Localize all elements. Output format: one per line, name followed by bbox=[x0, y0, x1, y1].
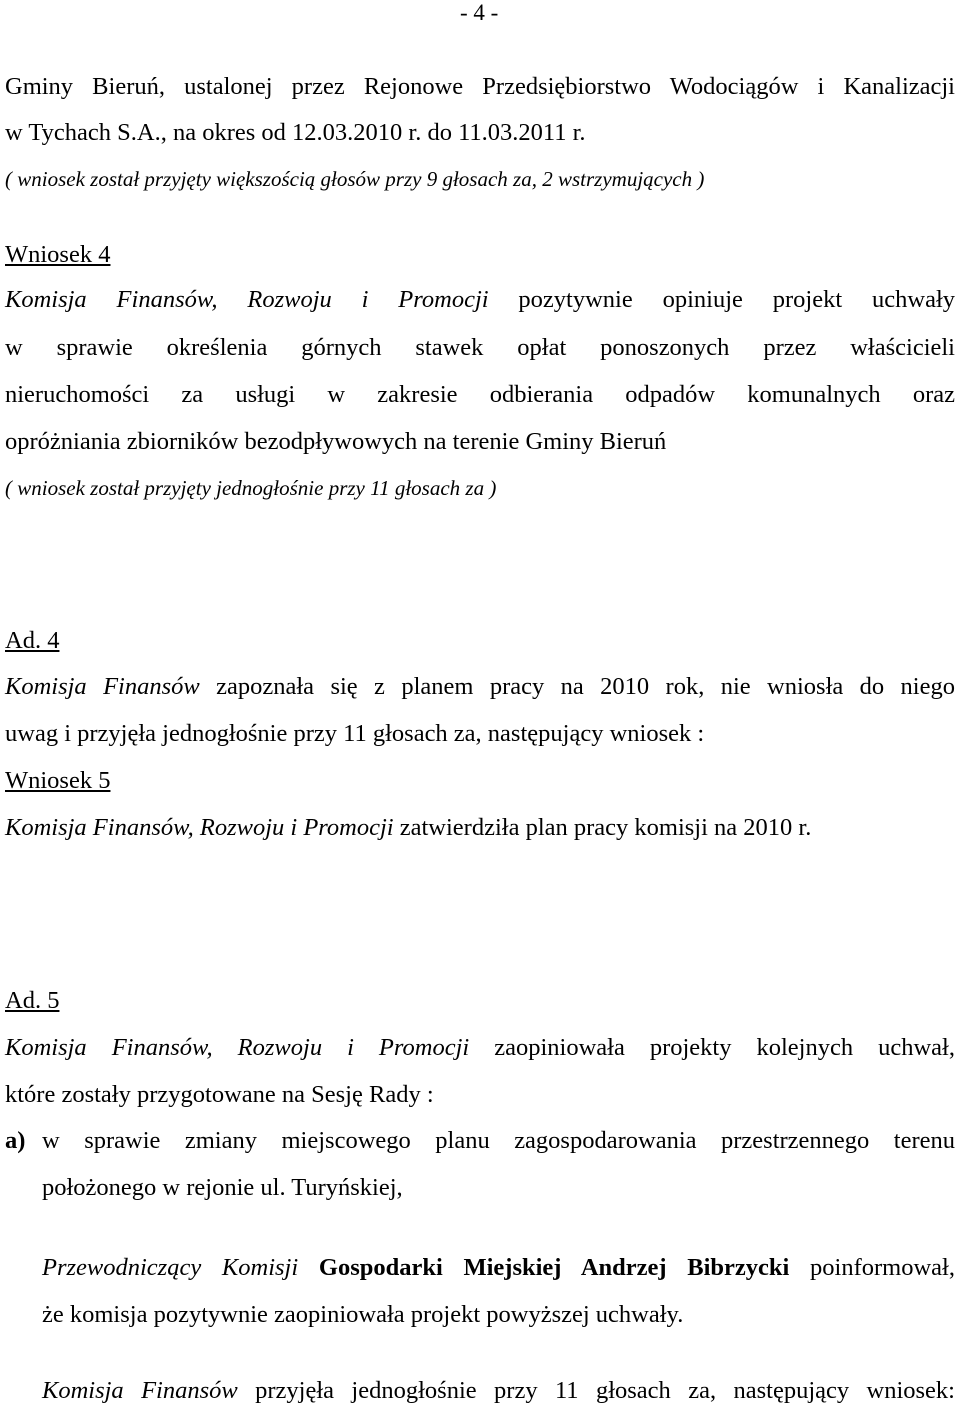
chair-line-1 bbox=[42, 1253, 955, 1283]
chair-line-1-text: poinformował, bbox=[789, 1254, 955, 1281]
wniosek-5-text: zatwierdziła plan pracy komisji na 2010 r. bbox=[393, 814, 812, 841]
intro-line-2: w Tychach S.A., na okres od 12.03.2010 r. do 11.03.2011 r. bbox=[5, 119, 586, 146]
commission-name: Komisja Finansów bbox=[42, 1377, 238, 1404]
ad-5-heading: Ad. 5 bbox=[5, 987, 60, 1014]
ad-4-line-1-text: zapoznała się z planem pracy na 2010 rok, nie wniosła do niego bbox=[199, 673, 955, 700]
wniosek-4-line-1-text: pozytywnie opiniuje projekt uchwały bbox=[488, 286, 955, 313]
ad-4-line-2: uwag i przyjęła jednogłośnie przy 11 głosach za, następujący wniosek : bbox=[5, 720, 705, 747]
wniosek-5-heading: Wniosek 5 bbox=[5, 767, 111, 794]
wniosek-4-line-3: nieruchomości za usługi w zakresie odbierania odpadów komunalnych oraz bbox=[5, 381, 955, 408]
ad-4-heading: Ad. 4 bbox=[5, 627, 60, 654]
wniosek-4-line-1 bbox=[5, 285, 955, 315]
commission-name: Komisja Finansów, Rozwoju i Promocji bbox=[5, 286, 489, 313]
wniosek-4-heading: Wniosek 4 bbox=[5, 241, 111, 268]
page-number: - 4 - bbox=[460, 0, 499, 25]
ad-5-line-1 bbox=[5, 1033, 955, 1063]
final-line-text: przyjęła jednogłośnie przy 11 głosach za, następujący wniosek: bbox=[237, 1377, 955, 1404]
item-a-line-2: położonego w rejonie ul. Turyńskiej, bbox=[42, 1174, 403, 1201]
wniosek-5-line bbox=[5, 813, 955, 843]
wniosek-4-note: ( wniosek został przyjęty jednogłośnie przy 11 głosach za ) bbox=[5, 476, 497, 500]
wniosek-4-line-4: opróżniania zbiorników bezodpływowych na terenie Gminy Bieruń bbox=[5, 428, 667, 455]
intro-line-1: Gminy Bieruń, ustalonej przez Rejonowe Przedsiębiorstwo Wodociągów i Kanalizacji bbox=[5, 73, 955, 100]
commission-name: Komisja Finansów bbox=[5, 673, 200, 700]
item-a-line-1: w sprawie zmiany miejscowego planu zagospodarowania przestrzennego terenu bbox=[42, 1127, 955, 1154]
ad-4-line-1 bbox=[5, 672, 955, 702]
commission-name: Komisja Finansów, Rozwoju i Promocji bbox=[5, 814, 394, 841]
item-a-marker: a) bbox=[5, 1127, 26, 1154]
ad-5-line-2: które zostały przygotowane na Sesję Rady : bbox=[5, 1081, 434, 1108]
wniosek-4-line-2: w sprawie określenia górnych stawek opłat ponoszonych przez właścicieli bbox=[5, 334, 955, 361]
final-line bbox=[42, 1376, 955, 1406]
ad-5-line-1-text: zaopiniowała projekty kolejnych uchwał, bbox=[469, 1034, 955, 1061]
intro-note: ( wniosek został przyjęty większością głosów przy 9 głosach za, 2 wstrzymujących ) bbox=[5, 167, 705, 191]
chair-line-2: że komisja pozytywnie zaopiniowała projekt powyższej uchwały. bbox=[42, 1301, 684, 1328]
chair-title: Przewodniczący Komisji bbox=[42, 1254, 299, 1281]
commission-name: Komisja Finansów, Rozwoju i Promocji bbox=[5, 1034, 470, 1061]
chair-name: Gospodarki Miejskiej Andrzej Bibrzycki bbox=[298, 1254, 790, 1281]
